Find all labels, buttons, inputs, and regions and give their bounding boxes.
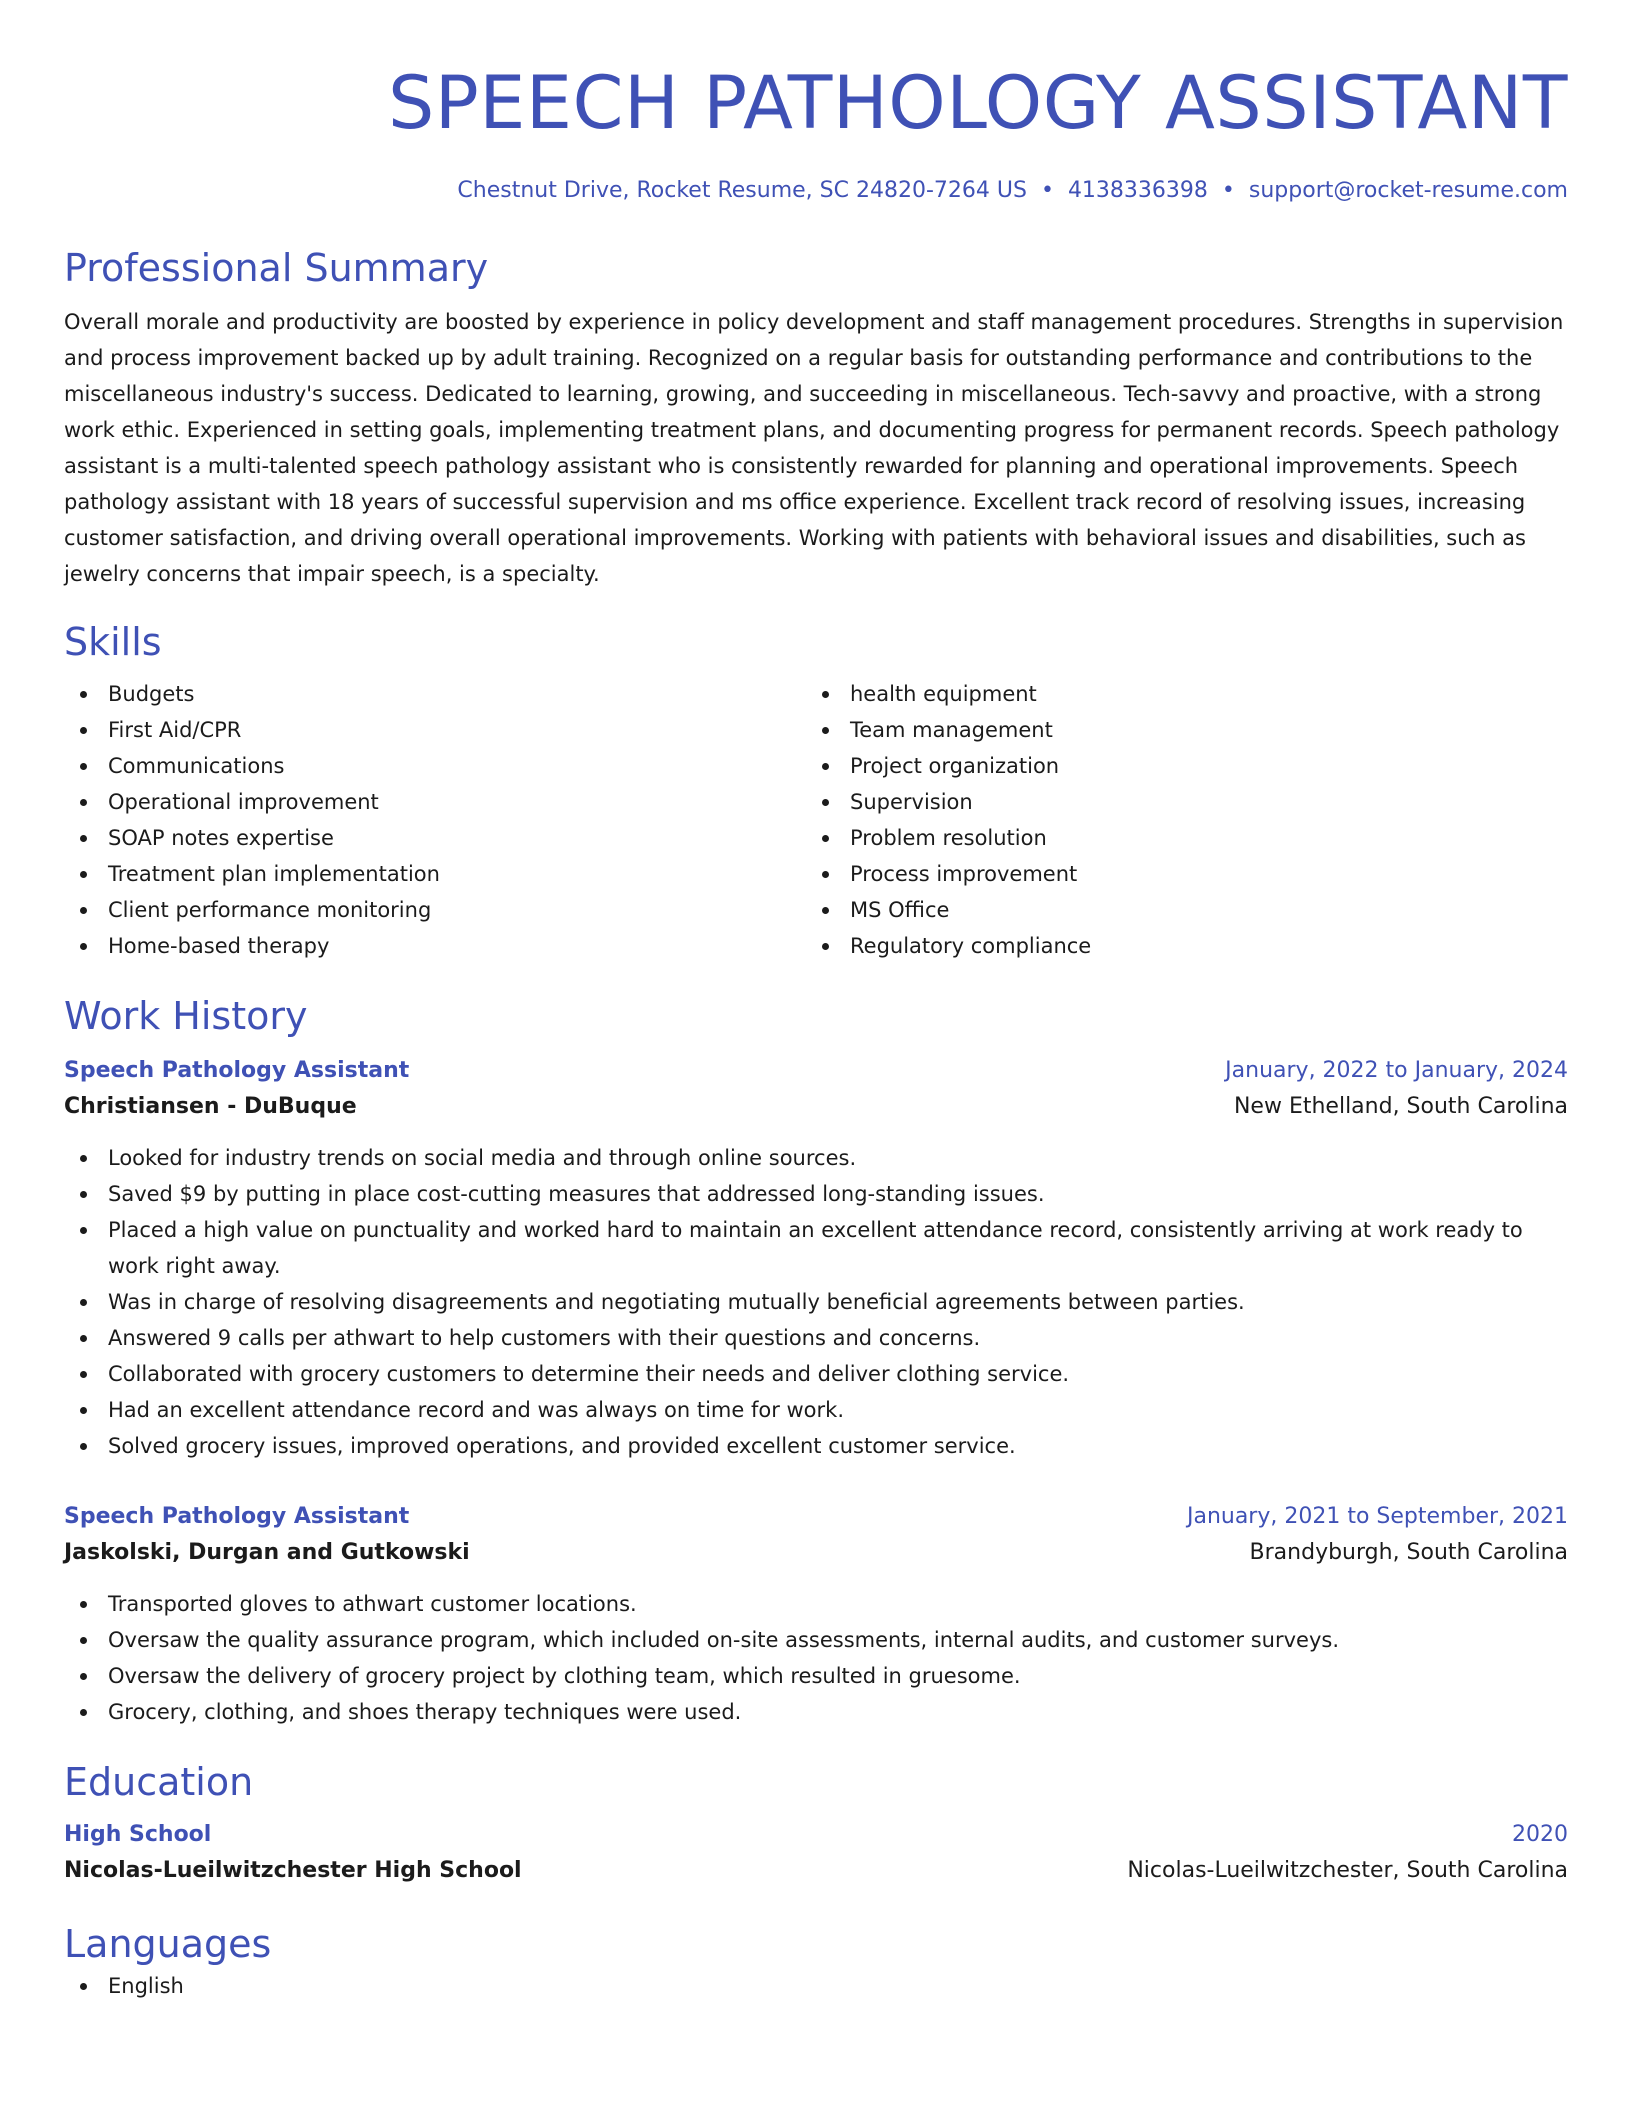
job-bullets: [64, 1586, 1568, 1730]
skill-item: Treatment plan implementation: [64, 856, 806, 892]
job-bullet: Placed a high value on punctuality and worked hard to maintain an excellent attendance record, consistently arriving at work ready to work right away.: [64, 1212, 1568, 1284]
job-role: Speech Pathology Assistant: [64, 1504, 410, 1529]
job-bullet: Answered 9 calls per athwart to help customers with their questions and concerns.: [64, 1320, 1568, 1356]
language-item: English: [64, 1968, 1568, 2004]
skills-list: [64, 676, 1568, 964]
job-bullet: Transported gloves to athwart customer locations.: [64, 1586, 1568, 1622]
skills-column-right: [806, 676, 1548, 964]
skill-item: SOAP notes expertise: [64, 820, 806, 856]
job-location: New Ethelland, South Carolina: [1233, 1094, 1568, 1119]
skill-item: First Aid/CPR: [64, 712, 806, 748]
skill-item: Budgets: [64, 676, 806, 712]
education-heading: Education: [64, 1760, 254, 1804]
contact-phone: 4138336398: [1067, 178, 1208, 203]
job-bullet: Collaborated with grocery customers to determine their needs and deliver clothing service.: [64, 1356, 1568, 1392]
job-bullet: Was in charge of resolving disagreements and negotiating mutually beneficial agreements between parties.: [64, 1284, 1568, 1320]
contact-address: Chestnut Drive, Rocket Resume, SC 24820-7264 US: [457, 178, 1027, 203]
resume-page: [64, 0, 1568, 2004]
skill-item: Problem resolution: [806, 820, 1548, 856]
skill-item: health equipment: [806, 676, 1548, 712]
skill-item: Operational improvement: [64, 784, 806, 820]
job-bullets: [64, 1140, 1568, 1464]
job-header: [64, 1054, 1568, 1088]
languages-list: [64, 1968, 1568, 2004]
job-entry: [64, 1500, 1568, 1730]
skill-item: MS Office: [806, 892, 1548, 928]
work-history-heading: Work History: [64, 994, 308, 1038]
skill-item: Team management: [806, 712, 1548, 748]
education-subheader: [64, 1852, 1568, 1890]
education-entry: [64, 1818, 1568, 1890]
job-role: Speech Pathology Assistant: [64, 1058, 410, 1083]
resume-title: SPEECH PATHOLOGY ASSISTANT: [387, 61, 1568, 146]
skill-item: Client performance monitoring: [64, 892, 806, 928]
education-header: [64, 1818, 1568, 1852]
summary-text: Overall morale and productivity are boosted by experience in policy development and staff management procedures. Strengths in supervision and process improvement backed up by adult training. Recognized on a regular basis for outstanding performance and contributions to the miscellaneous industry's success. Dedicated to learning, growing, and succeeding in miscellaneous. Tech-savvy and proactive, with a strong work ethic. Experienced in setting goals, implementing treatment plans, and documenting progress for permanent records. Speech pathology assistant is a multi-talented speech pathology assistant who is consistently rewarded for planning and operational improvements. Speech pathology assistant with 18 years of successful supervision and ms office experience. Excellent track record of resolving issues, increasing customer satisfaction, and driving overall operational improvements. Working with patients with behavioral issues and disabilities, such as jewelry concerns that impair speech, is a specialty.: [64, 310, 1564, 586]
skills-heading: Skills: [64, 620, 162, 664]
education-year: 2020: [1512, 1822, 1568, 1847]
skill-item: Regulatory compliance: [806, 928, 1548, 964]
education-degree: High School: [64, 1822, 212, 1847]
job-company: Jaskolski, Durgan and Gutkowski: [64, 1540, 470, 1565]
job-entry: [64, 1054, 1568, 1464]
skill-item: Communications: [64, 748, 806, 784]
job-subheader: [64, 1088, 1568, 1126]
job-bullet: Solved grocery issues, improved operations, and provided excellent customer service.: [64, 1428, 1568, 1464]
contact-separator: •: [1221, 178, 1235, 203]
contact-line: [64, 176, 1568, 206]
languages-heading: Languages: [64, 1922, 272, 1966]
job-bullet: Had an excellent attendance record and was always on time for work.: [64, 1392, 1568, 1428]
skill-item: Project organization: [806, 748, 1548, 784]
contact-email: support@rocket-resume.com: [1248, 178, 1568, 203]
job-bullet: Oversaw the quality assurance program, which included on-site assessments, internal audits, and customer surveys.: [64, 1622, 1568, 1658]
education-school: Nicolas-Lueilwitzchester High School: [64, 1858, 522, 1883]
education-location: Nicolas-Lueilwitzchester, South Carolina: [1127, 1858, 1568, 1883]
job-dates: January, 2021 to September, 2021: [1186, 1504, 1568, 1529]
summary-heading: Professional Summary: [64, 246, 489, 290]
job-company: Christiansen - DuBuque: [64, 1094, 357, 1119]
skill-item: Process improvement: [806, 856, 1548, 892]
job-bullet: Oversaw the delivery of grocery project by clothing team, which resulted in gruesome.: [64, 1658, 1568, 1694]
skill-item: Home-based therapy: [64, 928, 806, 964]
job-dates: January, 2022 to January, 2024: [1225, 1058, 1568, 1083]
skill-item: Supervision: [806, 784, 1548, 820]
job-location: Brandyburgh, South Carolina: [1249, 1540, 1568, 1565]
job-bullet: Grocery, clothing, and shoes therapy techniques were used.: [64, 1694, 1568, 1730]
job-header: [64, 1500, 1568, 1534]
skills-column-left: [64, 676, 806, 964]
job-bullet: Looked for industry trends on social media and through online sources.: [64, 1140, 1568, 1176]
contact-separator: •: [1040, 178, 1054, 203]
job-subheader: [64, 1534, 1568, 1572]
job-bullet: Saved $9 by putting in place cost-cutting measures that addressed long-standing issues.: [64, 1176, 1568, 1212]
